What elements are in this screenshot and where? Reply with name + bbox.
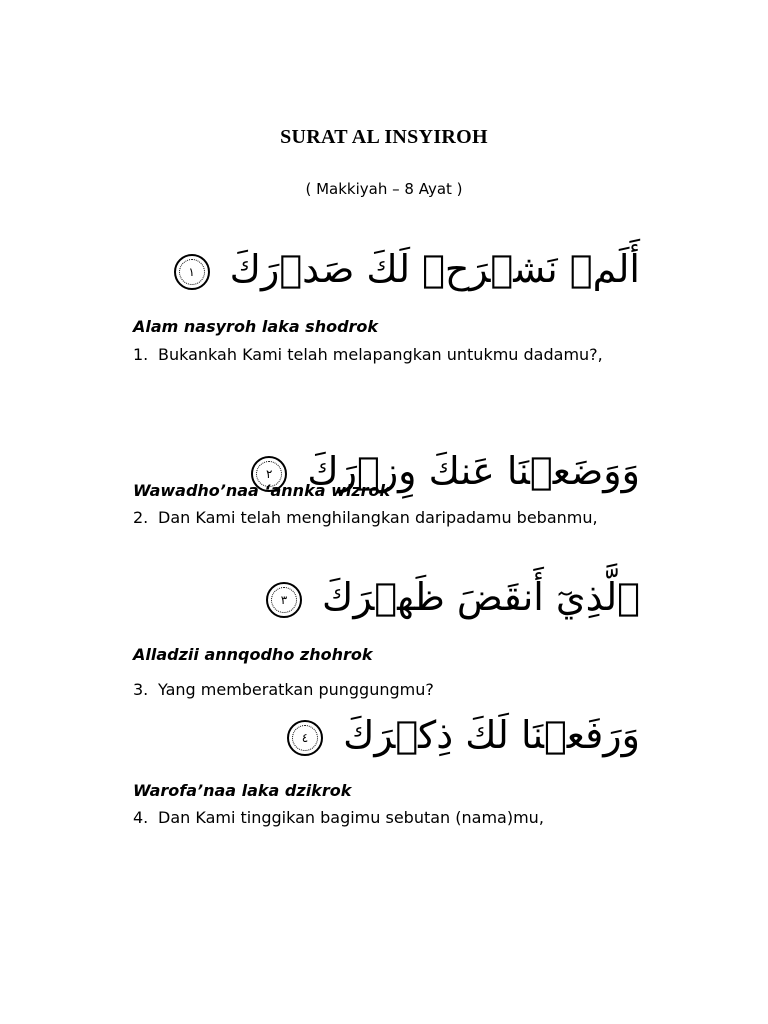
- verse-marker-icon: ١: [174, 254, 210, 290]
- arabic-text: وَرَفَعۡنَا لَكَ ذِكۡرَكَ: [343, 713, 640, 757]
- verse-number: 1.: [133, 345, 149, 364]
- translation-text: Bukankah Kami telah melapangkan untukmu dadamu?,: [158, 345, 603, 364]
- verse-number: 2.: [133, 508, 149, 527]
- arabic-text: وَوَضَعۡنَا عَنكَ وِزۡرَكَ: [307, 449, 640, 493]
- translation-text: Dan Kami tinggikan bagimu sebutan (nama)mu,: [158, 808, 544, 827]
- arabic-verse-3: [266, 575, 640, 619]
- arabic-verse-1: [174, 247, 640, 291]
- translation-1: [133, 344, 638, 366]
- arabic-text: ٱلَّذِيٓ أَنقَضَ ظَهۡرَكَ: [322, 575, 640, 619]
- verse-marker-icon: ٣: [266, 582, 302, 618]
- translation-3: [133, 679, 638, 701]
- verse-marker-icon: ٢: [251, 456, 287, 492]
- arabic-text: أَلَمۡ نَشۡرَحۡ لَكَ صَدۡرَكَ: [229, 247, 640, 291]
- verse-number: 3.: [133, 680, 149, 699]
- verse-marker-icon: ٤: [287, 720, 323, 756]
- latin-transliteration-2: Wawadho’naa ‘annka wizrok: [133, 481, 391, 500]
- verse-number: 4.: [133, 808, 149, 827]
- translation-4: [133, 807, 638, 829]
- translation-text: Dan Kami telah menghilangkan daripadamu bebanmu,: [158, 508, 598, 527]
- latin-transliteration-1: Alam nasyroh laka shodrok: [133, 317, 379, 336]
- translation-text: Yang memberatkan punggungmu?: [158, 680, 434, 699]
- page-subtitle: ( Makkiyah – 8 Ayat ): [305, 180, 463, 198]
- latin-transliteration-4: Warofa’naa laka dzikrok: [133, 781, 352, 800]
- latin-transliteration-3: Alladzii annqodho zhohrok: [133, 645, 373, 664]
- translation-2: [133, 507, 638, 529]
- arabic-verse-4: [287, 713, 640, 757]
- page-title: SURAT AL INSYIROH: [280, 126, 488, 148]
